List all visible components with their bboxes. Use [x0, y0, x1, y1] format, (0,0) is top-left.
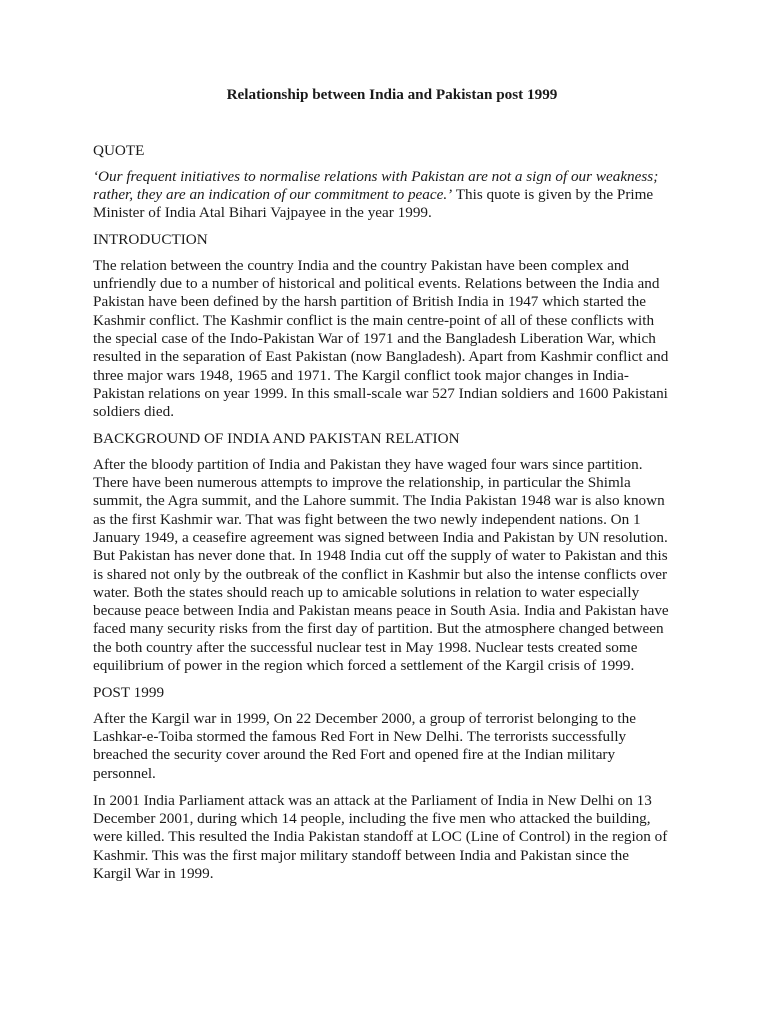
document-page: [93, 86, 671, 892]
post-1999-paragraph-1: After the Kargil war in 1999, On 22 December 2000, a group of terrorist belonging to the Lashkar-e-Toiba stormed the famous Red Fort in New Delhi. The terrorists successfully breached the security cover around the Red Fort and opened fire at the Indian military personnel.: [93, 709, 636, 782]
background-heading: BACKGROUND OF INDIA AND PAKISTAN RELATION: [93, 430, 460, 448]
quote-paragraph: [93, 168, 671, 223]
post-1999-heading: POST 1999: [93, 684, 165, 702]
background-paragraph: After the bloody partition of India and Pakistan they have waged four wars since partition. There have been numerous attempts to improve the relationship, in particular the Shimla summit, the Agra summit, and the Lahore summit. The India Pakistan 1948 war is also known as the first Kashmir war. That was fight between the two newly independent nations. On 1 January 1949, a ceasefire agreement was signed between India and Pakistan by UN resolution. But Pakistan has never done that. In 1948 India cut off the supply of water to Pakistan and this is shared not only by the outbreak of the conflict in Kashmir but also the intense conflicts over water. Both the states should reach up to amicable solutions in relation to water especially because peace between India and Pakistan means peace in South Asia. India and Pakistan have faced many security risks from the first day of partition. But the atmosphere changed between the both country after the successful nuclear test in May 1998. Nuclear tests created some equilibrium of power in the region which forced a settlement of the Kargil crisis of 1999.: [93, 455, 669, 675]
document-title: Relationship between India and Pakistan post 1999: [226, 86, 558, 103]
introduction-heading: INTRODUCTION: [93, 231, 208, 249]
post-1999-paragraph-2: In 2001 India Parliament attack was an attack at the Parliament of India in New Delhi on 13 December 2001, during which 14 people, including the five men who attacked the building, were killed. This resulted the India Pakistan standoff at LOC (Line of Control) in the region of Kashmir. This was the first major military standoff between India and Pakistan since the Kargil War in 1999.: [93, 791, 668, 882]
quote-text: ‘Our frequent initiatives to normalise relations with Pakistan are not a sign of our weakness; rather, they are an indication of our commitment to peace.’: [93, 167, 659, 203]
quote-attribution: This quote is given by the Prime Minister of India Atal Bihari Vajpayee in the year 1999.: [93, 185, 654, 222]
introduction-paragraph: The relation between the country India and the country Pakistan have been complex and unfriendly due to a number of historical and political events. Relations between the India and Pakistan have been defined by the harsh partition of British India in 1947 which started the Kashmir conflict. The Kashmir conflict is the main centre-point of all of these conflicts with the special case of the Indo-Pakistan War of 1971 and the Bangladesh Liberation War, which resulted in the separation of East Pakistan (now Bangladesh). Apart from Kashmir conflict and three major wars 1948, 1965 and 1971. The Kargil conflict took major changes in India-Pakistan relations on year 1999. In this small-scale war 527 Indian soldiers and 1600 Pakistani soldiers died.: [93, 256, 669, 421]
quote-heading: QUOTE: [93, 142, 145, 160]
